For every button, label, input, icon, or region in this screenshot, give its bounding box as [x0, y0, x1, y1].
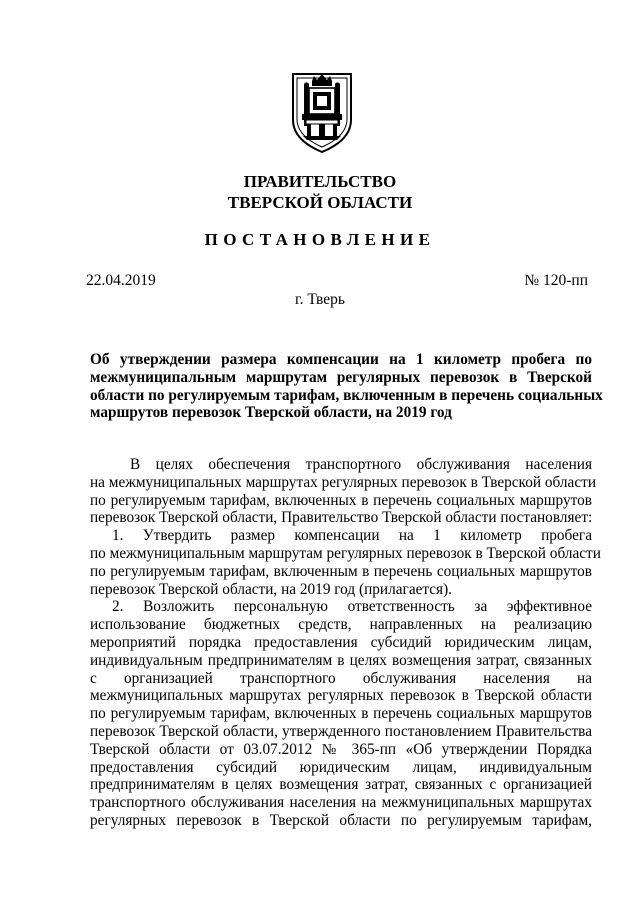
body-line: перевозок Тверской области, утвержденного постановлением Правительства: [90, 722, 592, 740]
body-line: мероприятий порядка предоставления субсидий юридическим лицам,: [90, 633, 592, 651]
body-line: на межмуниципальных маршрутах регулярных перевозок в Тверской области: [90, 473, 597, 491]
organization-name-line1: ПРАВИТЕЛЬСТВО: [243, 172, 397, 191]
body-line: по регулируемым тарифам, включенных в перечень социальных маршрутов: [90, 491, 592, 509]
body-line: транспортного обслуживания населения на межмуниципальных маршрутах: [90, 794, 592, 812]
body-line: предоставления субсидий юридическим лицам, индивидуальным: [90, 758, 592, 776]
document-title: [90, 350, 603, 422]
body-line: индивидуальным предпринимателям в целях возмещения затрат, связанных: [90, 651, 592, 669]
body-line: предпринимателям в целях возмещения затрат, связанных с организацией: [90, 776, 592, 794]
document-date: 22.04.2019: [86, 272, 156, 289]
body-line: перевозок Тверской области, на 2019 год (прилагается).: [90, 580, 453, 598]
document-type: ПОСТАНОВЛЕНИЕ: [204, 230, 436, 249]
body-line: по регулируемым тарифам, включенным в перечень социальных маршрутов: [90, 562, 592, 580]
body-line: Тверской области от 03.07.2012 № 365-пп «Об утверждении Порядка: [90, 740, 592, 758]
body-line: межмуниципальных маршрутах регулярных перевозок в Тверской области: [90, 687, 592, 705]
title-line: области по регулируемым тарифам, включенным в перечень социальных: [90, 386, 603, 404]
body-line: В целях обеспечения транспортного обслуживания населения: [130, 456, 592, 473]
body-line: 1. Утвердить размер компенсации на 1 километр пробега: [112, 527, 592, 545]
tver-coat-of-arms-icon: [289, 68, 355, 154]
title-line: маршрутов перевозок Тверской области, на 2019 год: [90, 404, 452, 422]
document-body: [90, 456, 601, 830]
body-line: с организацией транспортного обслуживания населения на: [90, 669, 592, 687]
body-line: перевозок Тверской области, Правительство Тверской области постановляет:: [90, 509, 593, 527]
document-number: № 120-пп: [524, 272, 588, 289]
organization-name-line2: ТВЕРСКОЙ ОБЛАСТИ: [227, 193, 413, 212]
body-line: использование бюджетных средств, направленных на реализацию: [90, 616, 592, 634]
body-line: по межмуниципальным маршрутам регулярных перевозок в Тверской области: [90, 544, 601, 562]
title-line: межмуниципальным маршрутам регулярных перевозок в Тверской: [90, 368, 592, 386]
body-line: регулярных перевозок в Тверской области по регулируемым тарифам,: [90, 811, 592, 829]
document-city: г. Тверь: [295, 291, 345, 308]
body-line: по регулируемым тарифам, включенных в перечень социальных маршрутов: [90, 705, 592, 723]
title-line: Об утверждении размера компенсации на 1 километр пробега по: [90, 351, 592, 368]
body-line: 2. Возложить персональную ответственность за эффективное: [112, 598, 592, 616]
